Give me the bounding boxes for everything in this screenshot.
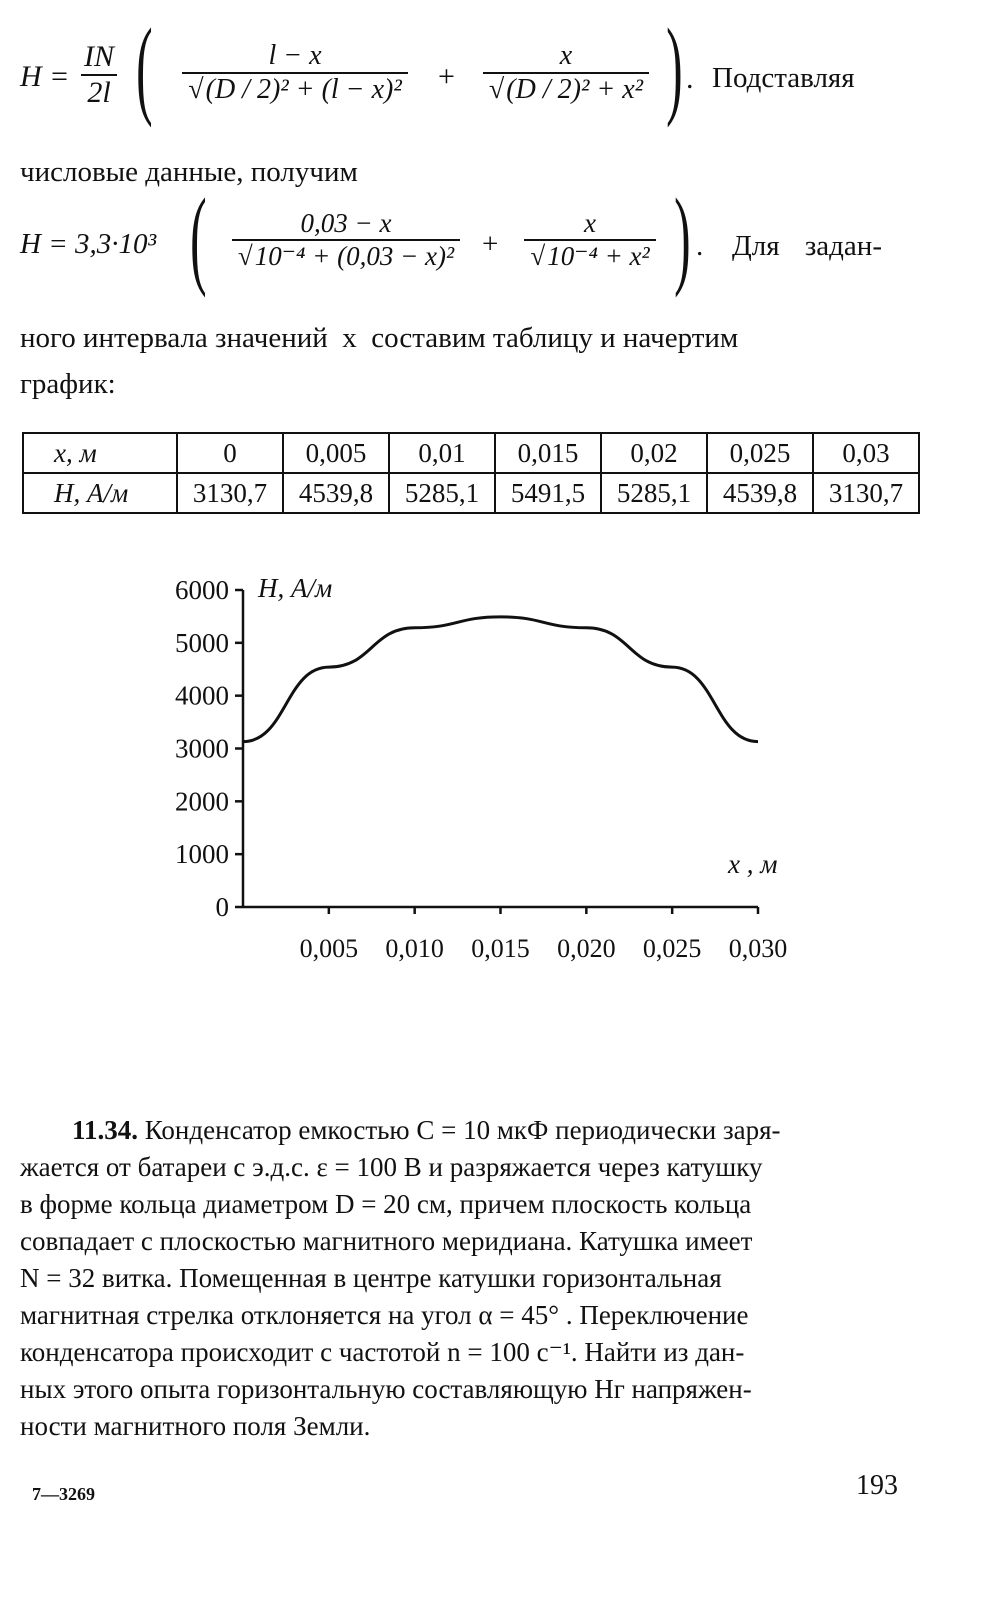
x-axis-label: x , м [728, 849, 778, 879]
formula-1-fraction-1 [160, 40, 430, 106]
x-tick-label: 0,010 [385, 934, 444, 963]
sqrt-icon: √ [488, 74, 505, 105]
y-tick-label: 2000 [175, 786, 229, 817]
sqrt-icon: √ [530, 241, 546, 271]
f2-numerator: x [559, 40, 573, 71]
sqrt-icon: √ [237, 241, 253, 271]
right-paren: ) [666, 6, 683, 128]
formula-1-trailing-text: Подставляя [712, 62, 855, 94]
table-cell: 3130,7 [177, 473, 283, 513]
x-tick-label: 0,005 [299, 934, 359, 963]
x-tick-label: 0,015 [471, 934, 530, 963]
f2-denominator: √10⁻⁴ + x² [524, 239, 655, 272]
x-tick-label: 0,030 [728, 934, 788, 963]
formula-2-fraction-1 [216, 208, 476, 272]
y-tick-label: 0 [215, 892, 229, 922]
problem-11-34 [20, 1112, 900, 1445]
y-tick-label: 3000 [175, 733, 229, 764]
formula-1-fraction-2 [466, 40, 666, 106]
table-header-x: x, м [23, 433, 177, 473]
table-cell: 5491,5 [495, 473, 601, 513]
formula-2-end: . [696, 230, 704, 262]
formula-1-coefficient [78, 40, 120, 110]
problem-line: совпадает с плоскостью магнитного меридиана. Катушка имеет [20, 1226, 753, 1256]
chart-axes [243, 590, 758, 907]
y-tick-label: 5000 [175, 627, 229, 658]
table-row-x [23, 433, 919, 473]
table-cell: 3130,7 [813, 473, 919, 513]
formula-1 [20, 6, 960, 138]
formula-2-plus: + [482, 228, 499, 260]
formula-1-plus: + [438, 60, 455, 93]
problem-line: конденсатора происходит с частотой n = 100 с⁻¹. Найти из дан- [20, 1337, 745, 1367]
table-cell: 0,015 [495, 433, 601, 473]
table-header-h: H, А/м [23, 473, 177, 513]
problem-line: N = 32 витка. Помещенная в центре катушки горизонтальная [20, 1263, 722, 1293]
table-cell: 0,01 [389, 433, 495, 473]
f1-denominator: √(D / 2)² + (l − x)² [182, 72, 407, 106]
sqrt-icon: √ [188, 74, 204, 105]
problem-line: ности магнитного поля Земли. [20, 1411, 371, 1441]
table-cell: 5285,1 [389, 473, 495, 513]
problem-line: жается от батареи с э.д.с. ε = 100 В и разряжается через катушку [20, 1152, 763, 1182]
table-cell: 0,005 [283, 433, 389, 473]
left-paren: ( [190, 176, 207, 298]
f1-numerator: l − x [268, 40, 322, 71]
y-tick-label: 1000 [175, 839, 229, 870]
y-axis-label: H, А/м [258, 573, 333, 603]
line-2-text: числовые данные, получим [20, 156, 358, 188]
formula-1-end: . [686, 62, 694, 95]
table-cell: 0,02 [601, 433, 707, 473]
chart-ticks [175, 575, 787, 963]
f2-numerator: x [584, 208, 596, 238]
coef-denominator: 2l [81, 74, 116, 110]
table-cell: 5285,1 [601, 473, 707, 513]
h-curve-line [243, 617, 758, 742]
formula-2-lhs: H = 3,3·10³ [20, 228, 157, 260]
problem-number: 11.34. [72, 1115, 139, 1145]
data-table [22, 432, 920, 514]
chart-series [243, 617, 758, 742]
table-cell: 0,025 [707, 433, 813, 473]
y-tick-label: 4000 [175, 680, 229, 711]
formula-2 [20, 176, 960, 308]
f1-denominator: √10⁻⁴ + (0,03 − x)² [232, 239, 460, 272]
coef-numerator: IN [84, 40, 114, 73]
right-paren: ) [674, 176, 691, 298]
f2-denominator: √(D / 2)² + x² [483, 72, 649, 106]
f1-numerator: 0,03 − x [300, 208, 392, 238]
problem-line: магнитная стрелка отклоняется на угол α = 45° . Переключение [20, 1300, 749, 1330]
table-cell: 4539,8 [283, 473, 389, 513]
footer-signature: 7—3269 [32, 1484, 95, 1504]
table-cell: 0 [177, 433, 283, 473]
y-tick-label: 6000 [175, 575, 229, 605]
paragraph-3-line-1: ного интервала значений x составим таблицу и начертим [20, 322, 739, 354]
problem-line: ных этого опыта горизонтальную составляющую Hг напряжен- [20, 1374, 752, 1404]
paragraph-3-line-2: график: [20, 368, 116, 400]
x-tick-label: 0,025 [642, 934, 702, 963]
problem-line: в форме кольца диаметром D = 20 см, причем плоскость кольца [20, 1189, 752, 1219]
table-cell: 0,03 [813, 433, 919, 473]
page-number: 193 [856, 1470, 898, 1501]
formula-1-lhs: H = [20, 60, 70, 93]
problem-line: 11.34. Конденсатор емкостью C = 10 мкФ периодически заря- [72, 1115, 781, 1145]
table-row-h [23, 473, 919, 513]
formula-2-trailing-text: Для задан- [732, 230, 882, 262]
table-cell: 4539,8 [707, 473, 813, 513]
formula-2-fraction-2 [510, 208, 670, 272]
x-tick-label: 0,020 [557, 934, 616, 963]
h-vs-x-chart [0, 560, 986, 980]
left-paren: ( [136, 6, 153, 128]
